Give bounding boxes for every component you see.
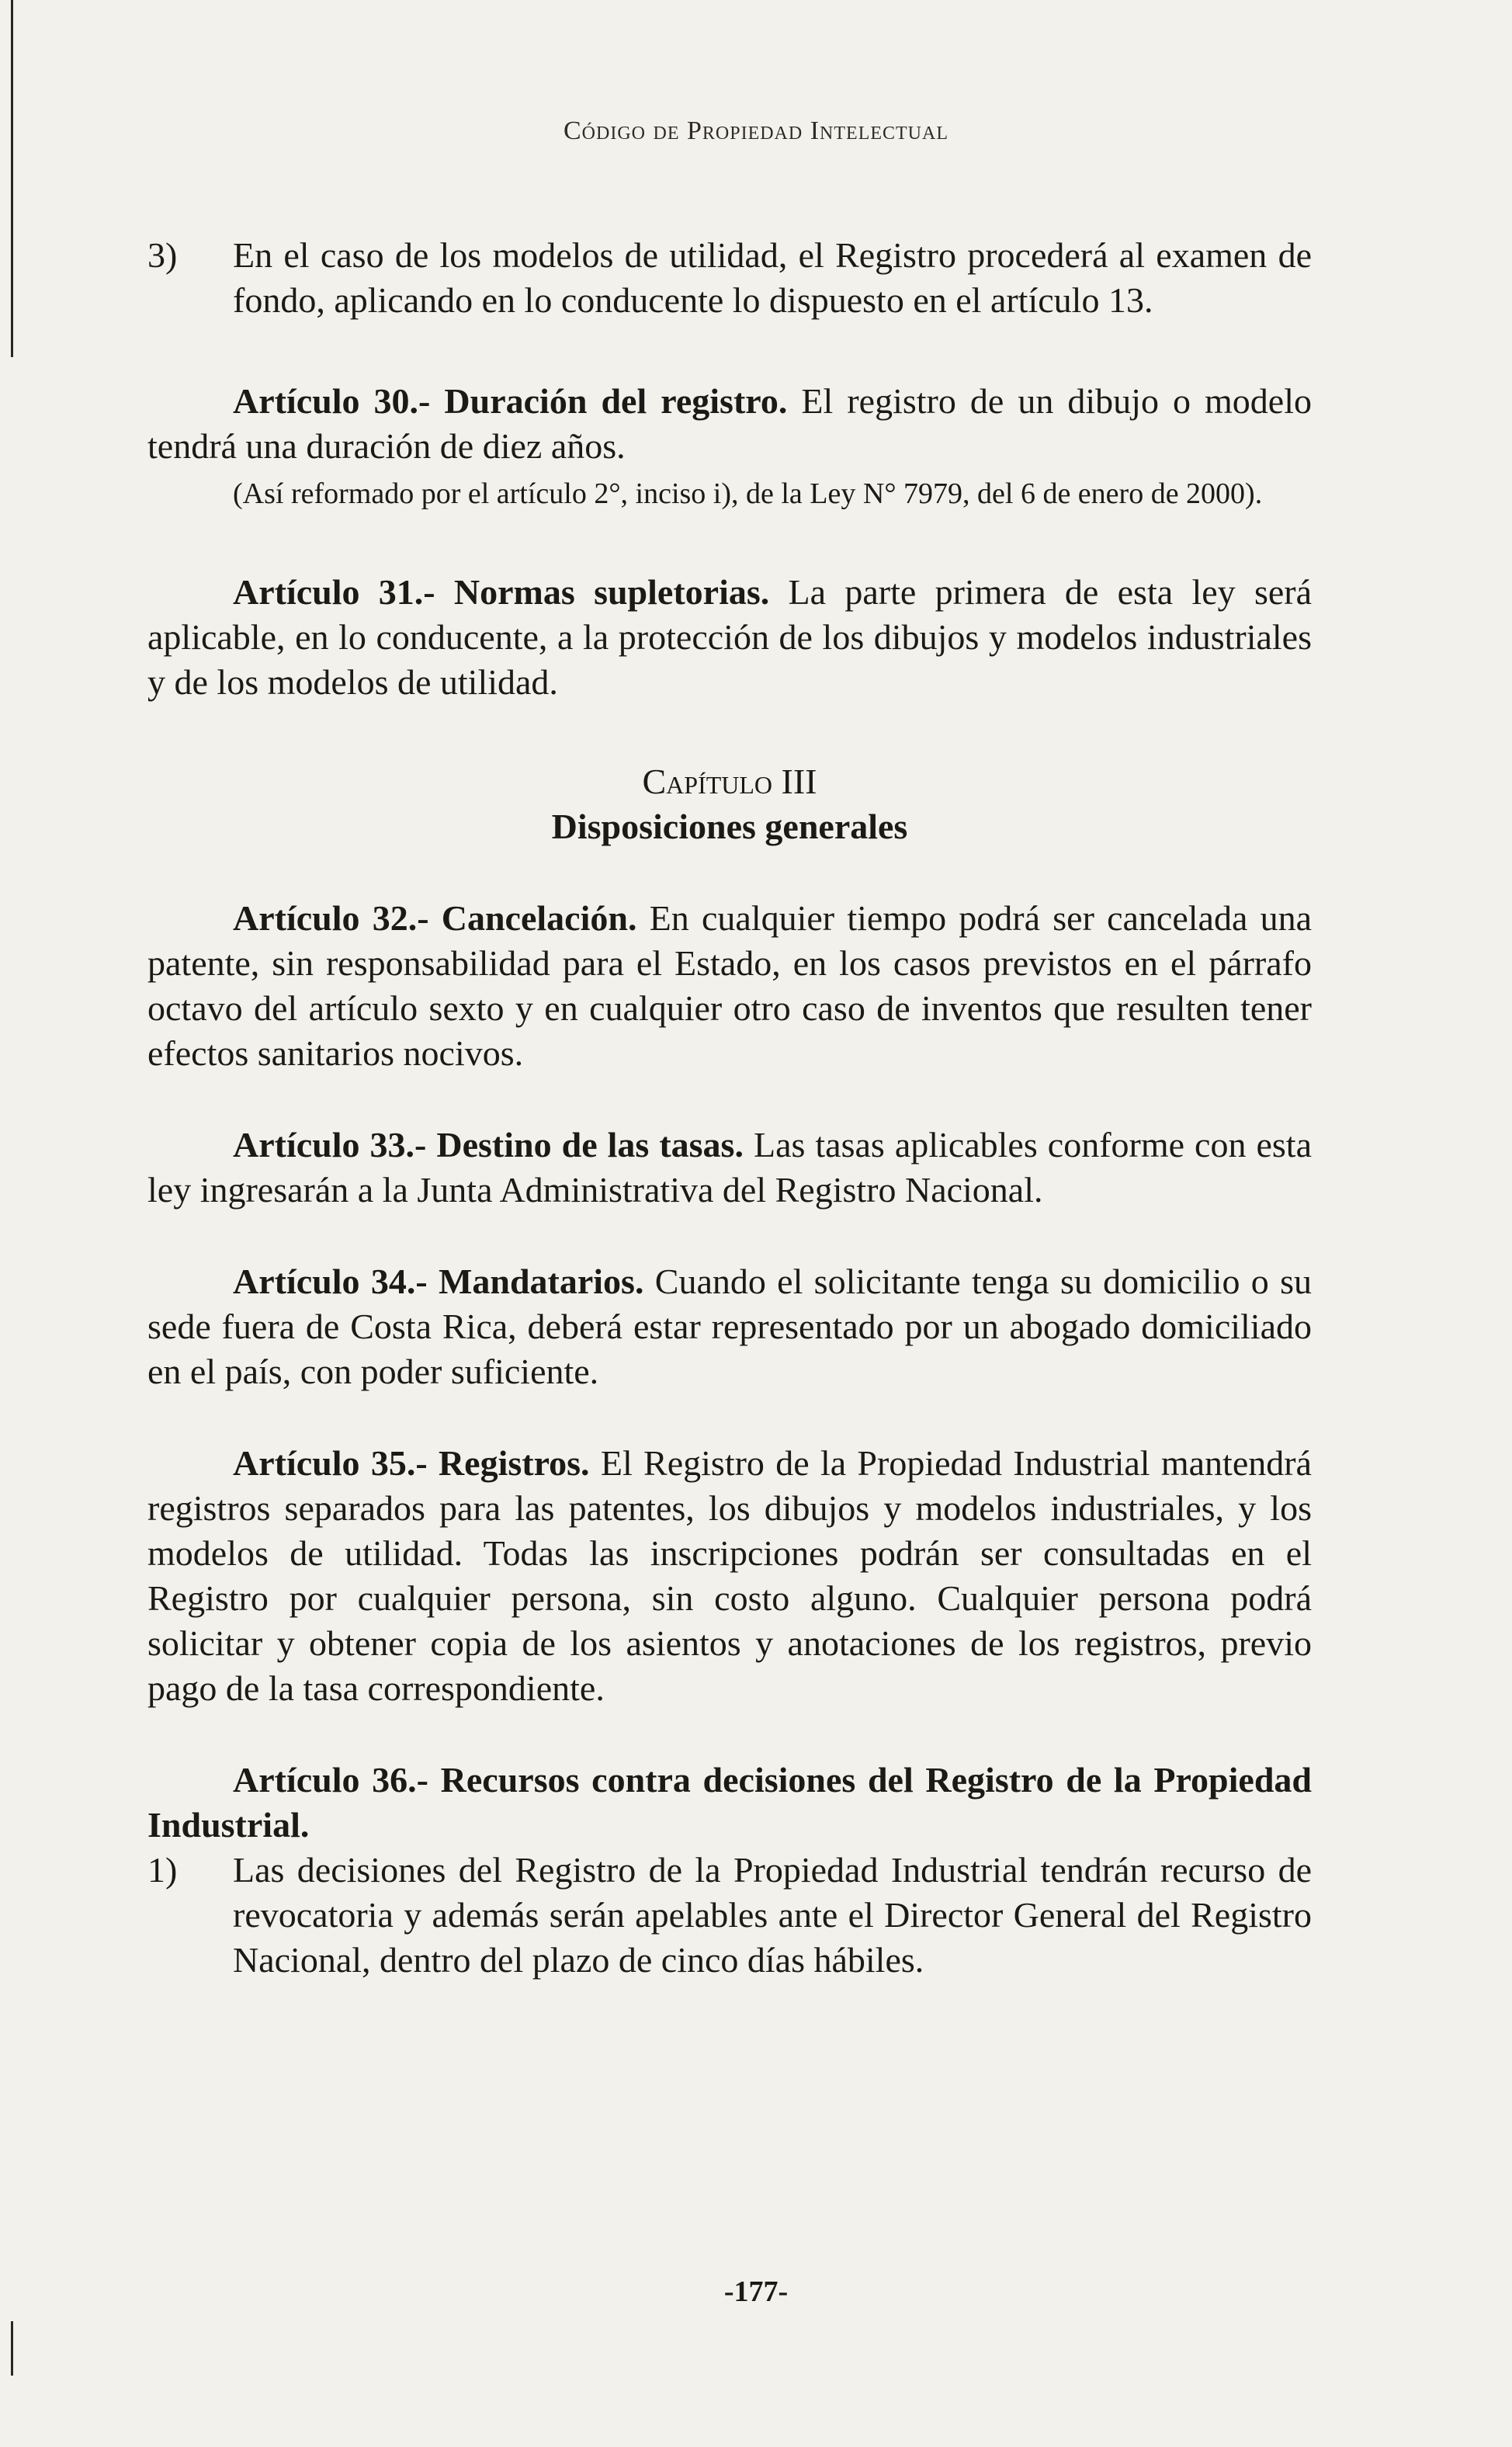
article-33-title: Artículo 33.- Destino de las tasas. [233,1125,744,1164]
list-item-text: En el caso de los modelos de utilidad, el Registro procederá al examen de fondo, aplicando en lo conducente lo dispuesto en el artículo 13. [233,235,1312,320]
chapter-heading [147,759,1312,849]
article-31-title: Artículo 31.- Normas supletorias. [233,572,770,612]
article-36 [147,1758,1312,1848]
article-30-text: El registro de un dibujo o modelo tendrá una duración de diez años. [147,381,1313,466]
article-33-text: Las tasas aplicables conforme con esta ley ingresarán a la Junta Administrativa del Registro Nacional. [147,1125,1312,1210]
article-33 [147,1123,1312,1213]
page-number: -177- [723,2275,789,2308]
article-30-title: Artículo 30.- Duración del registro. [233,381,788,421]
list-item-3 [147,233,1312,323]
article-30-reform-note: (Así reformado por el artículo 2°, inciso i), de la Ley N° 7979, del 6 de enero de 2000). [233,477,1263,510]
article-36-title: Artículo 36.- Recursos contra decisiones del Registro de la Propiedad Industrial. [147,1760,1312,1845]
page-edge-mark [11,0,13,357]
article-35-title: Artículo 35.- Registros. [233,1443,590,1483]
page-body [147,233,1312,1983]
list-item-text: Las decisiones del Registro de la Propiedad Industrial tendrán recurso de revocatoria y además serán apelables ante el Director General del Registro Nacional, dentro del plazo de cinco días hábiles. [233,1850,1312,1980]
running-header: Código de Propiedad Intelectual [563,116,949,145]
list-item-number: 3) [147,235,178,275]
article-35 [147,1441,1312,1711]
article-32-text: En cualquier tiempo podrá ser cancelada una patente, sin responsabilidad para el Estado, en los casos previstos en el párrafo octavo del artículo sexto y en cualquier otro caso de inventos que resulten tener efectos sanitarios nocivos. [147,898,1313,1073]
article-31-text: La parte primera de esta ley será aplicable, en lo conducente, a la protección de los dibujos y modelos industriales y de los modelos de utilidad. [147,572,1312,702]
article-35-text: El Registro de la Propiedad Industrial mantendrá registros separados para las patentes, los dibujos y modelos industriales, y los modelos de utilidad. Todas las inscripciones podrán ser consultadas en el Registro por cualquier persona, sin costo alguno. Cualquier persona podrá solicitar y obtener copia de los asientos y anotaciones de los registros, previo pago de la tasa correspondiente. [147,1443,1312,1708]
article-34 [147,1259,1312,1394]
page-edge-mark-bottom [11,2321,13,2376]
article-30 [147,379,1312,469]
article-36-item-1 [147,1848,1312,1983]
list-item-number: 1) [147,1850,178,1890]
article-31 [147,570,1312,705]
article-32-title: Artículo 32.- Cancelación. [233,898,637,938]
article-32 [147,896,1312,1076]
chapter-label: Capítulo III [642,762,817,801]
chapter-title: Disposiciones generales [551,807,908,846]
article-34-text: Cuando el solicitante tenga su domicilio o su sede fuera de Costa Rica, deberá estar representado por un abogado domiciliado en el país, con poder suficiente. [147,1262,1312,1391]
article-34-title: Artículo 34.- Mandatarios. [233,1262,644,1301]
